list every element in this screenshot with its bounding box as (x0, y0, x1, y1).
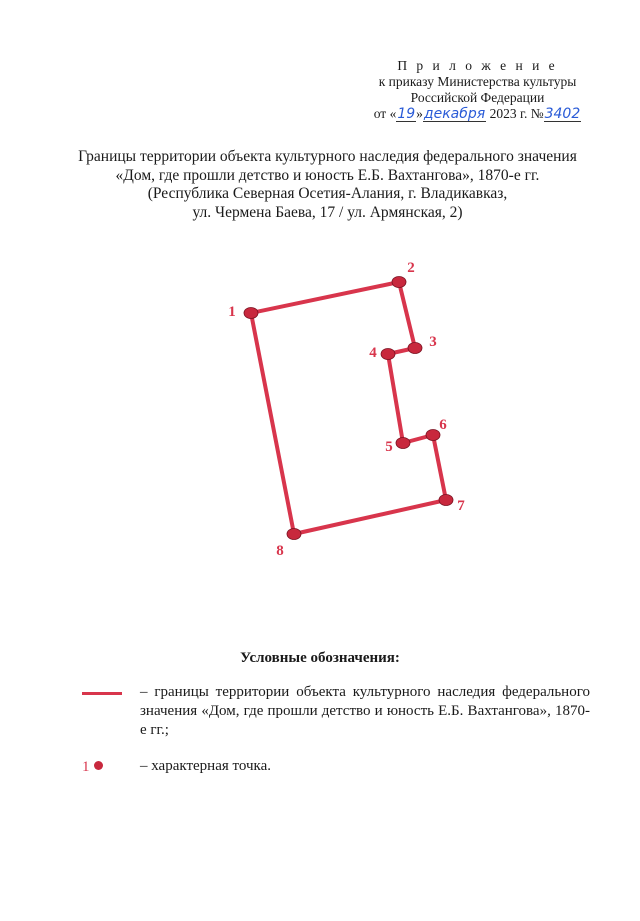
date-quote-close: » (416, 106, 423, 121)
point-swatch (82, 759, 103, 776)
point-label-7: 7 (457, 498, 465, 514)
point-label-5: 5 (385, 439, 393, 455)
point-label-8: 8 (276, 543, 284, 559)
handwritten-order-number: 3402 (544, 106, 581, 122)
point-label-1: 1 (228, 304, 236, 320)
legend-point-description: – характерная точка. (140, 758, 271, 774)
order-reference: к приказу Министерства культуры (378, 74, 577, 89)
order-year: 2023 г. № (489, 106, 544, 121)
point-label-2: 2 (407, 260, 415, 276)
territory-boundary (251, 282, 446, 534)
boundary-line-swatch (82, 692, 122, 695)
point-marker-8 (287, 529, 301, 540)
title-line-1: Границы территории объекта культурного наследия федерального значения (78, 148, 577, 165)
legend-boundary-description: – границы территории объекта культурного наследия федерального значения «Дом, где прошли детство и юность Е.Б. Вахтангова», 1870-е гг.; (140, 684, 590, 738)
point-marker-2 (392, 277, 406, 288)
handwritten-day: 19 (397, 106, 416, 122)
point-label-6: 6 (439, 417, 447, 433)
point-marker-7 (439, 495, 453, 506)
point-label-4: 4 (369, 345, 377, 361)
point-label-3: 3 (429, 334, 437, 350)
legend-title: Условные обозначения: (240, 650, 400, 666)
point-labels (228, 260, 465, 559)
point-marker-4 (381, 349, 395, 360)
date-prefix: от « (373, 106, 397, 121)
point-marker-3 (408, 343, 422, 354)
title-line-3: (Республика Северная Осетия-Алания, г. Владикавказ, (147, 185, 508, 202)
appendix-heading: П р и л о ж е н и е (397, 58, 558, 73)
point-marker-6 (426, 430, 440, 441)
ministry-name: Российской Федерации (410, 90, 545, 105)
title-line-4: ул. Чермена Баева, 17 / ул. Армянская, 2) (192, 203, 463, 221)
point-swatch-dot (94, 761, 103, 770)
point-marker-1 (244, 308, 258, 319)
point-marker-5 (396, 438, 410, 449)
point-swatch-label: 1 (82, 759, 90, 775)
handwritten-month: декабря (423, 106, 486, 122)
point-markers (244, 277, 453, 540)
title-line-2: «Дом, где прошли детство и юность Е.Б. Вахтангова», 1870-е гг. (115, 166, 540, 184)
